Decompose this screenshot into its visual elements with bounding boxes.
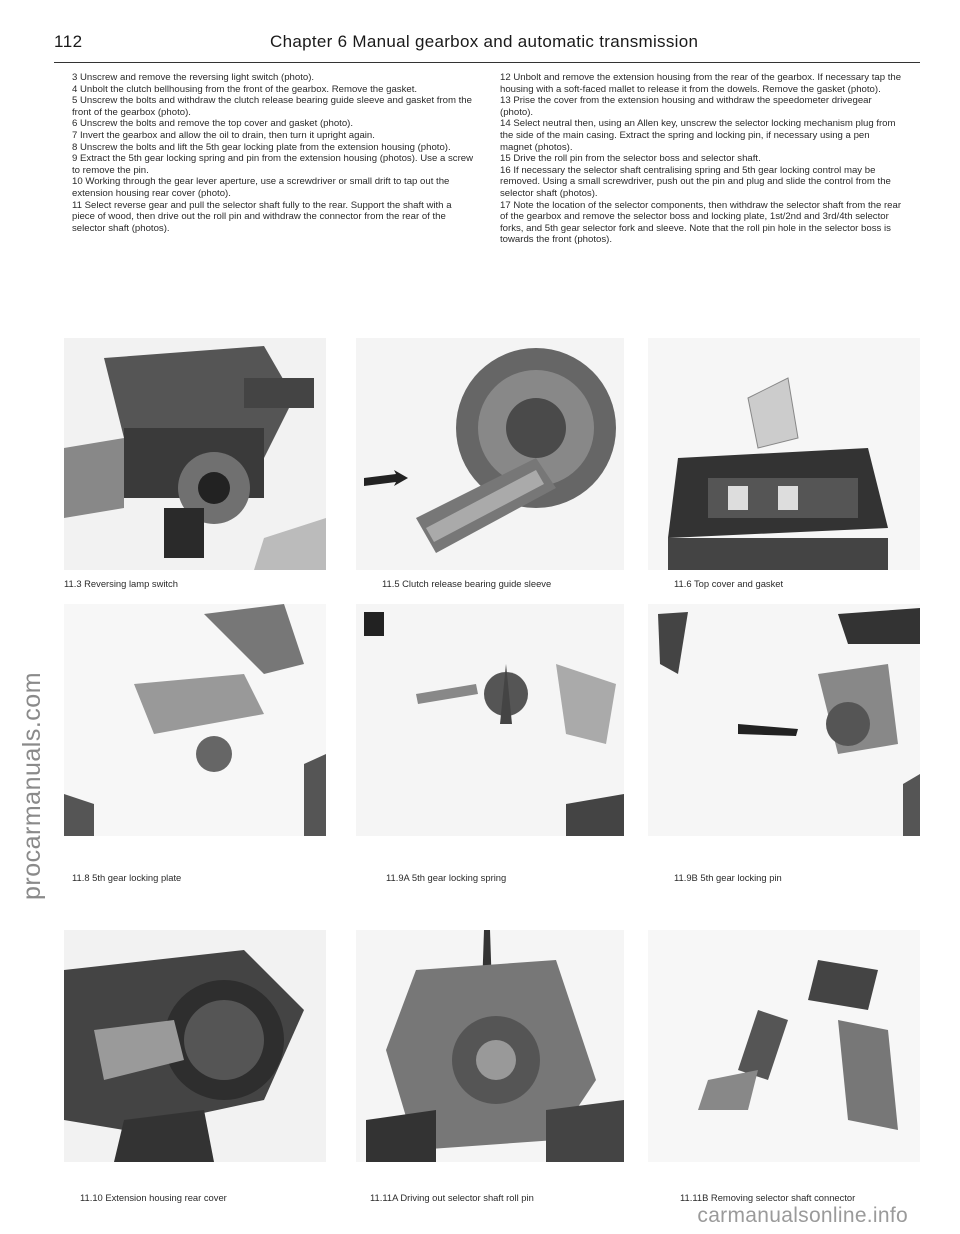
photo-extension-housing-rear-cover [64,930,326,1162]
paragraph: 5 Unscrew the bolts and withdraw the clutch release bearing guide sleeve and gasket from the front of the gearbox (photo). [72,95,472,118]
photo-5th-gear-locking-spring [356,604,624,836]
photo-clutch-release-bearing-guide-sleeve [356,338,624,570]
paragraph: 9 Extract the 5th gear locking spring and pin from the extension housing (photos). Use a screw to remove the pin. [72,153,474,176]
photo-caption: 11.11B Removing selector shaft connector [680,1192,856,1203]
photo-caption: 11.5 Clutch release bearing guide sleeve [382,578,552,589]
photo-5th-gear-locking-pin [648,604,920,836]
photo-removing-selector-shaft-connector [648,930,920,1162]
photo-caption: 11.10 Extension housing rear cover [80,1192,227,1203]
photo-caption: 11.9B 5th gear locking pin [674,872,782,883]
paragraph: 15 Drive the roll pin from the selector boss and selector shaft. [500,153,761,165]
photo-reversing-lamp-switch [64,338,326,570]
photo-caption: 11.6 Top cover and gasket [674,578,784,589]
page-number: 112 [54,32,83,51]
footer-watermark: carmanualsonline.info [697,1204,908,1227]
left-text-column [72,72,476,234]
photo-caption: 11.9A 5th gear locking spring [386,872,507,883]
photo-caption: 11.3 Reversing lamp switch [64,578,178,589]
paragraph: 16 If necessary the selector shaft centralising spring and 5th gear locking control may be removed. Using a small screwdriver, push out the pin and plug and slide the control from the selector shaft (photos). [500,164,891,199]
paragraph: 14 Select neutral then, using an Allen key, unscrew the selector locking mechanism plug from the side of the main casing. Extract the spring and locking pin, if necessary using a pen magnet (photos). [500,118,896,153]
paragraph: 3 Unscrew and remove the reversing light switch (photo). [72,72,315,83]
paragraph: 8 Unscrew the bolts and lift the 5th gear locking plate from the extension housing (photo). [72,141,451,153]
side-watermark [0,420,46,900]
paragraph: 11 Select reverse gear and pull the selector shaft fully to the rear. Support the shaft with a piece of wood, then drive out the roll pin and withdraw the connector from the rear of the selector shaft (photos). [72,199,452,234]
paragraph: 17 Note the location of the selector components, then withdraw the selector shaft from the rear of the gearbox and remove the selector boss and locking plate, 1st/2nd and 3rd/4th selector forks, and 5th gear selector fork and sleeve. Note that the roll pin hole in the selector boss is towards the front (photos). [500,199,902,246]
page-header [54,28,924,60]
photo-caption: 11.11A Driving out selector shaft roll pin [370,1192,534,1203]
paragraph: 4 Unbolt the clutch bellhousing from the front of the gearbox. Remove the gasket. [72,83,418,95]
paragraph: 7 Invert the gearbox and allow the oil to drain, then turn it upright again. [72,129,375,141]
paragraph: 12 Unbolt and remove the extension housing from the rear of the gearbox. If necessary tap the housing with a soft-faced mallet to release it from the dowels. Remove the gasket (photo). [500,72,902,95]
chapter-title: Chapter 6 Manual gearbox and automatic transmission [270,32,699,51]
paragraph: 6 Unscrew the bolts and remove the top cover and gasket (photo). [72,118,354,130]
photo-top-cover-and-gasket [648,338,920,570]
header-rule [54,62,920,63]
photo-5th-gear-locking-plate [64,604,326,836]
photo-driving-out-selector-shaft-roll-pin [356,930,624,1162]
photo-caption: 11.8 5th gear locking plate [72,872,182,883]
right-text-column [500,72,904,246]
paragraph: 10 Working through the gear lever aperture, use a screwdriver or small drift to tap out the extension housing rear cover (photo). [72,176,450,199]
side-watermark-text: procarmanuals.com [18,671,46,900]
paragraph: 13 Prise the cover from the extension housing and withdraw the speedometer drivegear (photo). [500,95,872,118]
